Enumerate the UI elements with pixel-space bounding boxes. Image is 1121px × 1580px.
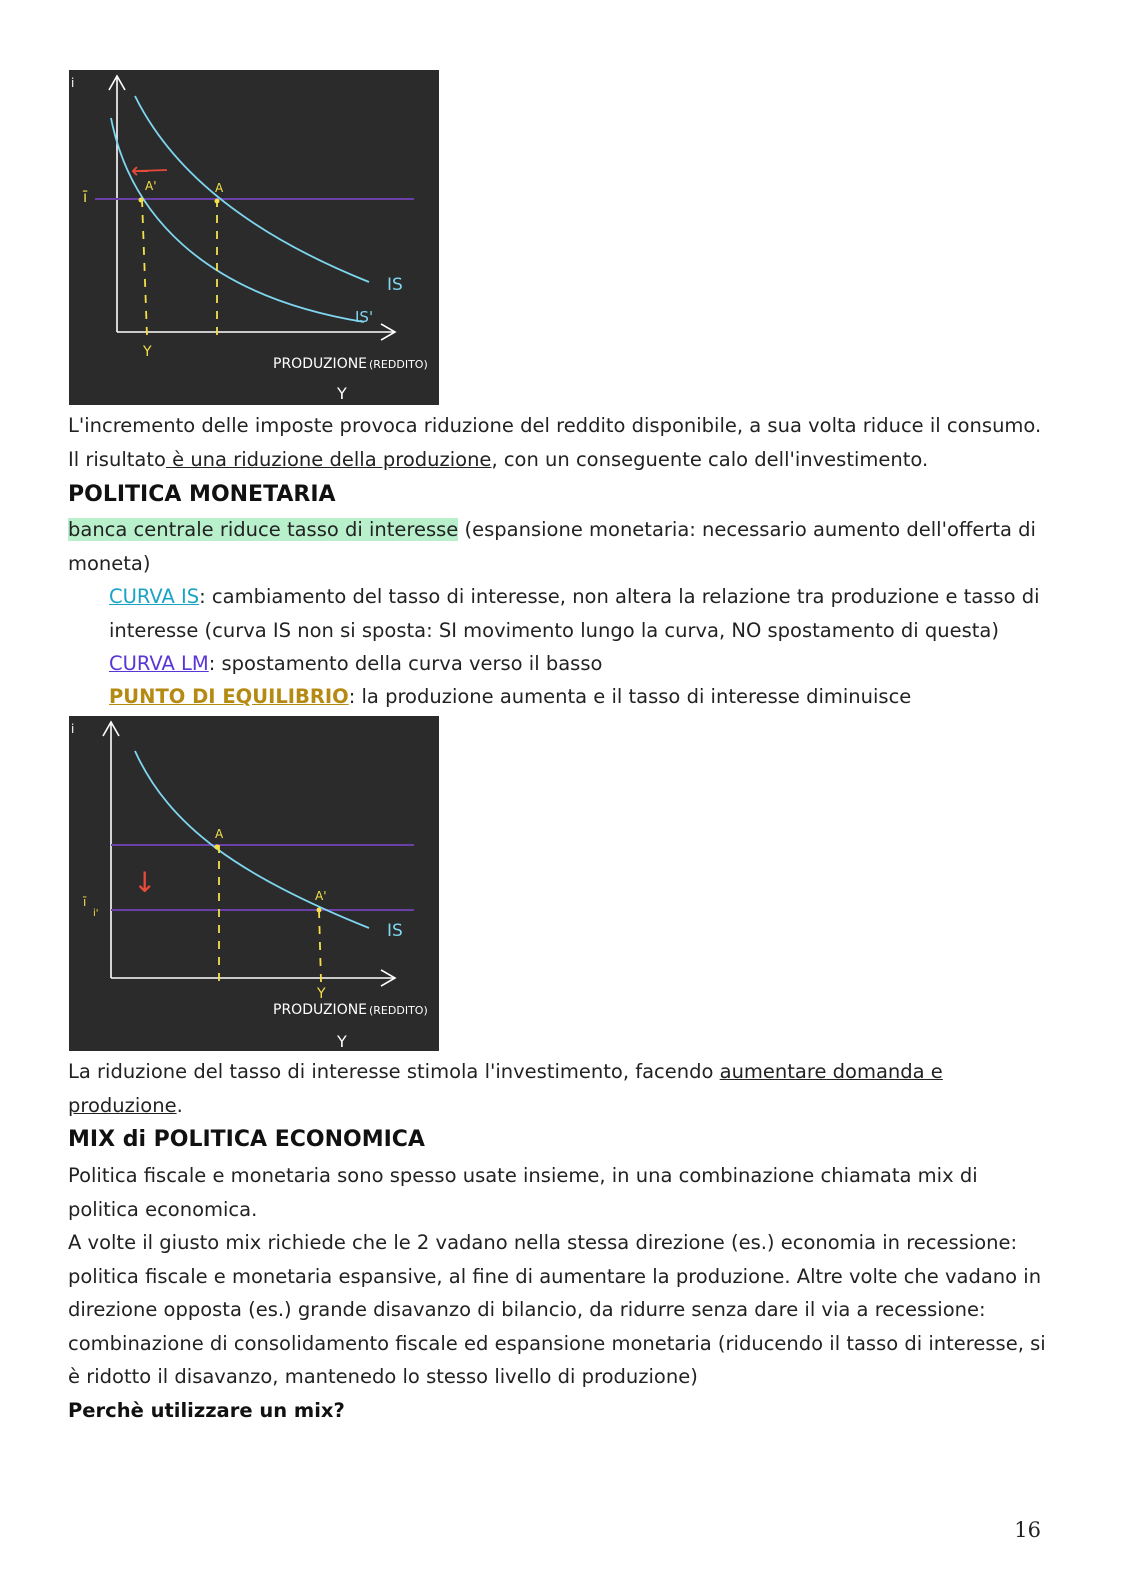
para-imposte-text-a: L'incremento delle imposte provoca riduzione del reddito disponibile, a sua volta riduce il consumo. Il risultato	[68, 414, 1042, 471]
equilibrio-label: PUNTO DI EQUILIBRIO	[109, 685, 349, 708]
list-item-curva-is	[109, 580, 1054, 647]
equilibrio-text: : la produzione aumenta e il tasso di interesse diminuisce	[348, 685, 912, 708]
left-arrow-icon: ←	[131, 159, 150, 184]
is-label: IS	[387, 275, 403, 295]
i-prime-label: i'	[93, 908, 99, 919]
para-imposte	[68, 409, 1053, 476]
curva-is-label: CURVA IS	[109, 585, 200, 608]
list-item-curva-lm	[109, 647, 1054, 681]
i-bar-label: ī	[83, 188, 88, 206]
curva-lm-label: CURVA LM	[109, 652, 209, 675]
x-axis-label: Y	[337, 384, 347, 403]
is-curve	[135, 751, 369, 928]
heading-perche-mix: Perchè utilizzare un mix?	[68, 1399, 345, 1422]
lm-shift-diagram	[69, 716, 439, 1051]
heading-politica-monetaria: POLITICA MONETARIA	[68, 482, 336, 507]
y-mark-label: Y	[317, 986, 326, 1002]
highlighted-phrase: banca centrale riduce tasso di interesse	[68, 518, 459, 541]
point-a-dot	[215, 199, 220, 204]
para-riduzione-tasso	[68, 1055, 1053, 1122]
para-imposte-text-b: , con un conseguente calo dell'investimento.	[491, 447, 929, 471]
para-riduzione-text-a: La riduzione del tasso di interesse stimola l'investimento, facendo	[68, 1060, 720, 1083]
point-a-dot	[215, 845, 220, 850]
para-riduzione-text-b: .	[176, 1093, 183, 1117]
point-a-prime-label: A'	[145, 179, 157, 193]
point-a-prime-dot	[317, 908, 322, 913]
heading-mix: MIX di POLITICA ECONOMICA	[68, 1127, 425, 1152]
is-prime-curve	[111, 118, 364, 322]
x-axis-title-paren: (REDDITO)	[369, 1004, 428, 1017]
list-item-equilibrio	[109, 680, 1054, 714]
figure-is-shift	[69, 70, 439, 405]
is-shift-diagram	[69, 70, 439, 405]
y-axis-label: i	[71, 722, 75, 736]
curva-lm-text: : spostamento della curva verso il basso	[208, 652, 603, 675]
x-axis-label: Y	[337, 1032, 347, 1051]
y-mark-label: Y	[143, 344, 152, 360]
para-mix-examples: A volte il giusto mix richiede che le 2 vadano nella stessa direzione (es.) economia in recessione: politica fiscale e monetaria espansive, al fine di aumentare la produzione. Altre volte che vadano in direzione opposta (es.) grande disavanzo di bilancio, da ridurre senza dare il via a recessione: combinazione di consolidamento fiscale ed espansione monetaria (riducendo il tasso di interesse, si è ridotto il disavanzo, mantenedo lo stesso livello di produzione)	[68, 1231, 1046, 1388]
para-riduzione-underlined: aumentare domanda e produzione	[68, 1060, 943, 1117]
point-a-prime-label: A'	[315, 889, 327, 903]
para-banca-centrale	[68, 513, 1053, 580]
x-axis-title: PRODUZIONE	[273, 1002, 368, 1018]
point-a-label: A	[215, 181, 224, 195]
down-arrow-icon: ↓	[133, 866, 157, 899]
para-imposte-underlined: è una riduzione della produzione	[165, 447, 492, 471]
point-a-prime-dot	[139, 198, 144, 203]
y-axis-label: i	[71, 76, 75, 90]
i-bar-label: ī	[83, 895, 87, 909]
is-label: IS	[387, 921, 403, 941]
point-a-label: A	[215, 827, 224, 841]
is-prime-label: IS'	[355, 308, 374, 326]
para-banca-centrale-rest: (espansione monetaria: necessario aumento dell'offerta di moneta)	[68, 518, 1036, 575]
guide-a-prime	[142, 199, 147, 336]
para-mix-definition: Politica fiscale e monetaria sono spesso usate insieme, in una combinazione chiamata mix di politica economica.	[68, 1164, 978, 1221]
guide-a-prime	[319, 910, 321, 982]
x-axis-title: PRODUZIONE	[273, 356, 368, 372]
x-axis-title-paren: (REDDITO)	[369, 358, 428, 371]
figure-lm-shift	[69, 716, 439, 1051]
curva-is-text: : cambiamento del tasso di interesse, non altera la relazione tra produzione e tasso di interesse (curva IS non si sposta: SI movimento lungo la curva, NO spostamento di questa)	[109, 585, 1040, 642]
page-number: 16	[1014, 1518, 1041, 1542]
is-curve	[135, 96, 369, 282]
